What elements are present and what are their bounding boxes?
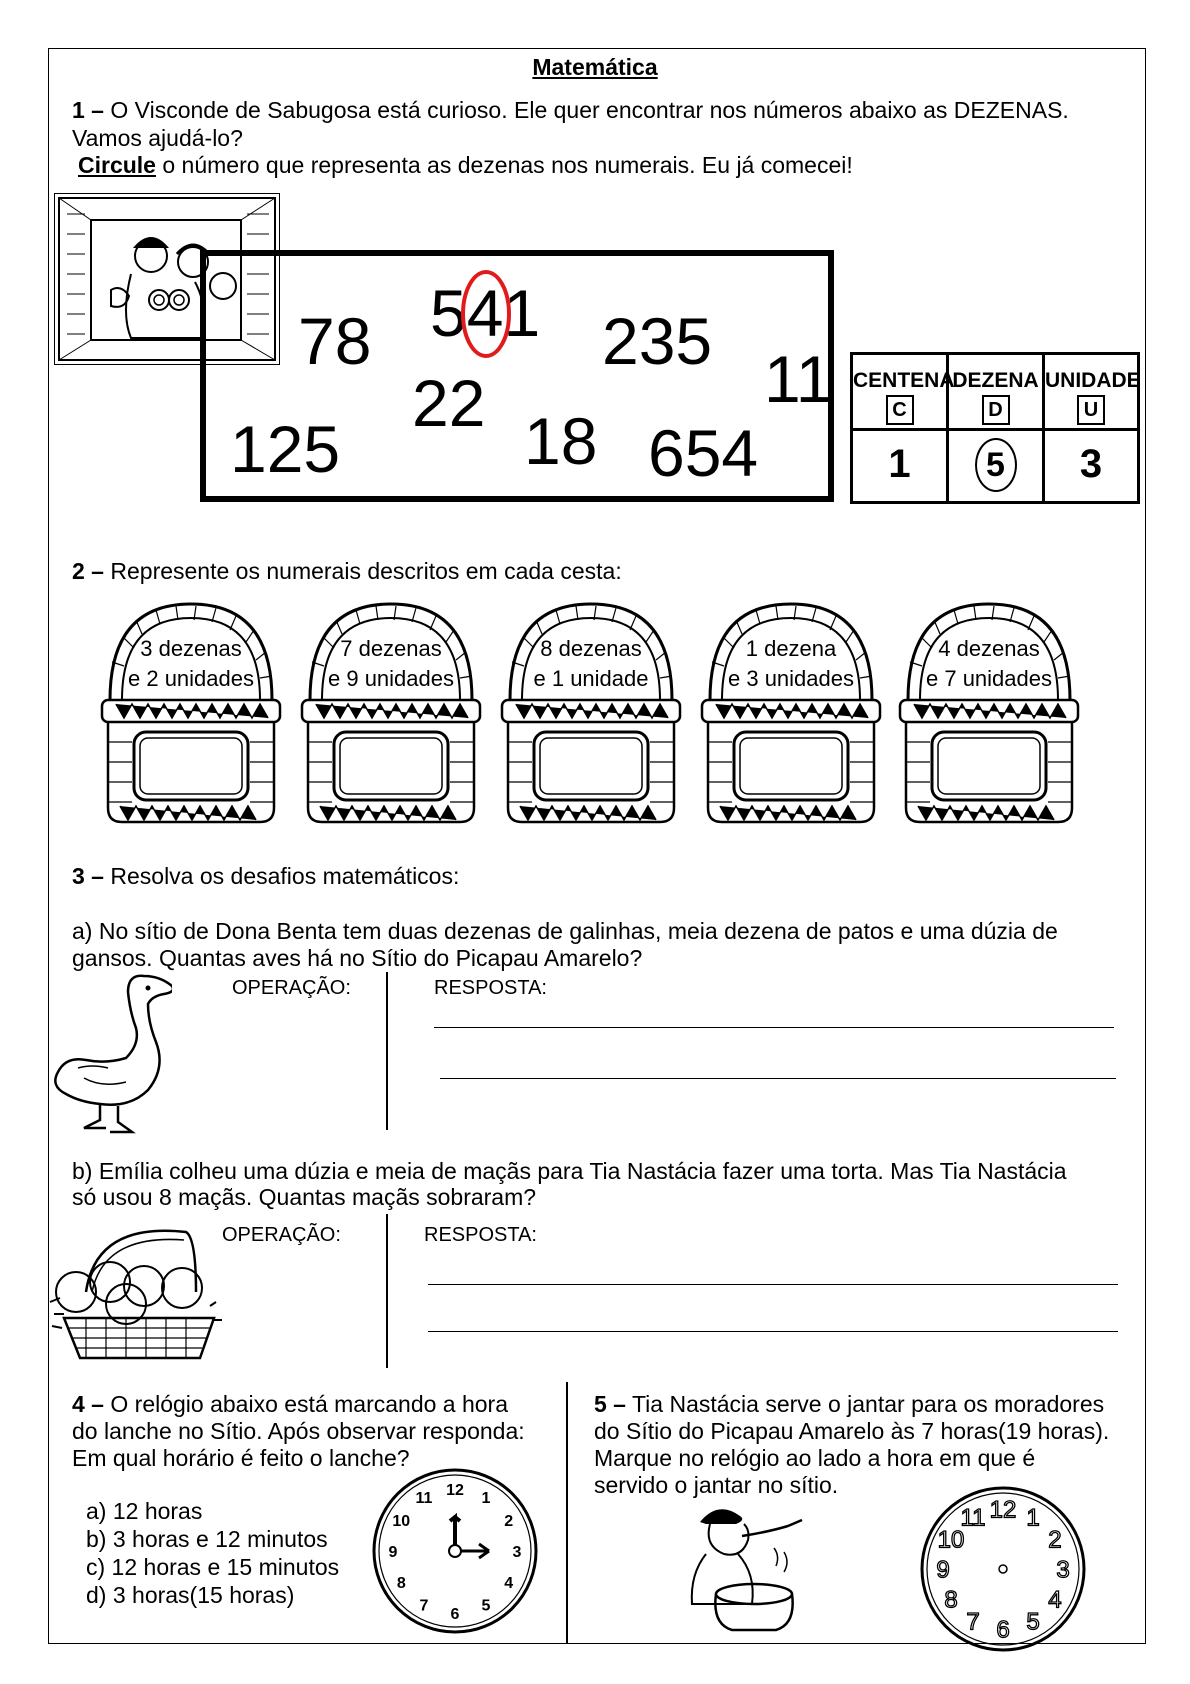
q4-option-c[interactable]: c) 12 horas e 15 minutos <box>86 1554 340 1580</box>
basket-answer-box[interactable] <box>344 740 438 792</box>
basket-label-line2: e 7 unidades <box>926 666 1052 691</box>
blank-clock-face-icon <box>918 1484 1088 1654</box>
dezena-cell <box>949 428 1045 501</box>
basket-label-line2: e 1 unidade <box>533 666 649 691</box>
clock-number: 8 <box>396 1574 406 1592</box>
q4-option-b[interactable]: b) 3 horas e 12 minutos <box>86 1526 328 1552</box>
q2-number: 2 – <box>72 558 104 584</box>
q3b-line1: b) Emília colheu uma dúzia e meia de maçãs para Tia Nastácia fazer uma torta. Mas Tia Nastácia <box>72 1158 1067 1184</box>
basket-label-line1: 3 dezenas <box>140 636 242 661</box>
dezena-header <box>949 355 1045 428</box>
clock-number: 11 <box>960 1504 986 1532</box>
unidade-cell <box>1045 428 1137 501</box>
basket-answer-box[interactable] <box>144 740 238 792</box>
number-235: 235 <box>602 304 713 378</box>
unidade-label: UNIDADE <box>1045 369 1141 392</box>
q4-option-d[interactable]: d) 3 horas(15 horas) <box>86 1582 295 1608</box>
basket-label-line2: e 9 unidades <box>328 666 454 691</box>
q5-clock[interactable] <box>918 1484 1088 1659</box>
q3a-answer-line-1[interactable] <box>434 1027 1114 1028</box>
number-78: 78 <box>298 304 372 378</box>
number-541-tens <box>467 276 504 350</box>
centena-value: 1 <box>888 442 911 486</box>
clock-number: 12 <box>446 1481 464 1499</box>
centena-letter: C <box>886 395 914 425</box>
goose-icon <box>52 966 172 1141</box>
q1-number: 1 – <box>72 97 104 123</box>
unidade-header <box>1045 355 1141 428</box>
q4-line2: do lanche no Sítio. Após observar responda: <box>72 1418 525 1444</box>
dezena-value-circled: 5 <box>975 438 1017 492</box>
clock-number: 3 <box>1056 1556 1070 1584</box>
q4-line1 <box>72 1390 508 1418</box>
q3-number: 3 – <box>72 863 104 889</box>
q3a-line2: gansos. Quantas aves há no Sítio do Picapau Amarelo? <box>72 945 643 971</box>
dezena-label: DEZENA <box>952 369 1039 392</box>
page-title: Matemática <box>532 54 658 80</box>
number-11: 11 <box>764 342 833 416</box>
q3b-divider <box>386 1214 388 1368</box>
place-value-table <box>850 352 1140 504</box>
clock-number: 12 <box>989 1496 1017 1524</box>
unidade-value: 3 <box>1079 442 1103 486</box>
place-value-values-row <box>853 428 1137 501</box>
clock-number: 7 <box>966 1608 980 1636</box>
q5-text-1: Tia Nastácia serve o jantar para os moradores <box>631 1391 1105 1417</box>
basket <box>496 600 686 830</box>
basket <box>894 600 1084 830</box>
q3b-answer-line-2[interactable] <box>428 1331 1118 1332</box>
q4-line3: Em qual horário é feito o lanche? <box>72 1445 410 1471</box>
q1-circle-word: Circule <box>78 152 156 178</box>
clock-number: 5 <box>481 1597 491 1615</box>
q5-line1 <box>594 1390 1104 1418</box>
clock-number: 8 <box>944 1586 958 1614</box>
q4-clock <box>370 1466 540 1641</box>
clock-number: 1 <box>481 1490 491 1508</box>
number-541-units: 1 <box>503 276 541 350</box>
apple-basket-icon <box>46 1222 226 1372</box>
clock-number: 4 <box>504 1574 514 1592</box>
number-125: 125 <box>230 412 341 486</box>
basket <box>296 600 486 830</box>
q2-text: Represente os numerais descritos em cada cesta: <box>110 558 622 584</box>
cook-icon <box>680 1496 810 1636</box>
q3b-answer-label: RESPOSTA: <box>424 1224 537 1246</box>
clock-number: 2 <box>504 1512 514 1530</box>
basket-label-line2: e 2 unidades <box>128 666 254 691</box>
basket-label-line1: 8 dezenas <box>540 636 642 661</box>
clock-number: 10 <box>937 1526 965 1554</box>
number-541-tens-digit: 4 <box>466 276 504 350</box>
clock-number: 4 <box>1048 1586 1062 1614</box>
basket-label-line1: 4 dezenas <box>938 636 1040 661</box>
clock-center <box>449 1545 461 1557</box>
q5-line3: Marque no relógio ao lado a hora em que é <box>594 1445 1036 1471</box>
centena-label: CENTENA <box>853 369 955 392</box>
basket <box>96 600 286 830</box>
clock-number: 2 <box>1048 1526 1062 1554</box>
apple-basket-illustration <box>46 1222 226 1377</box>
q3-line <box>72 862 459 890</box>
q4-number: 4 – <box>72 1391 104 1417</box>
centena-header <box>853 355 955 428</box>
q3b-line2: só usou 8 maçãs. Quantas maçãs sobraram? <box>72 1184 537 1210</box>
number-541 <box>430 276 541 350</box>
centena-cell <box>853 428 949 501</box>
basket-label-line1: 7 dezenas <box>340 636 442 661</box>
tia-nastacia-illustration <box>680 1496 810 1641</box>
clock-number: 10 <box>392 1512 411 1530</box>
basket-label-line2: e 3 unidades <box>728 666 854 691</box>
q3a-answer-label: RESPOSTA: <box>434 977 547 999</box>
place-value-header-row <box>853 355 1141 431</box>
red-circle-icon <box>459 270 513 364</box>
clock-number: 3 <box>512 1543 522 1561</box>
q4-text-1: O relógio abaixo está marcando a hora <box>110 1391 509 1417</box>
q3-text: Resolva os desafios matemáticos: <box>110 863 460 889</box>
clock-number: 11 <box>415 1490 433 1508</box>
goose-illustration <box>52 966 172 1146</box>
blank-clock-center <box>999 1565 1007 1573</box>
q5-line4: servido o jantar no sítio. <box>594 1472 839 1498</box>
basket-answer-box[interactable] <box>744 740 838 792</box>
q5-number: 5 – <box>594 1391 626 1417</box>
dezena-letter: D <box>982 395 1010 425</box>
basket <box>696 600 886 830</box>
number-18: 18 <box>524 404 598 478</box>
clock-face-icon <box>370 1466 540 1636</box>
clock-number: 9 <box>388 1543 398 1561</box>
q3a-operation-label: OPERAÇÃO: <box>232 977 351 999</box>
q3b-operation-label: OPERAÇÃO: <box>222 1224 341 1246</box>
q3a-line1: a) No sítio de Dona Benta tem duas dezenas de galinhas, meia dezena de patos e uma dúzia de <box>72 918 1058 944</box>
unidade-letter: U <box>1077 395 1105 425</box>
clock-number: 7 <box>419 1597 429 1615</box>
number-541-hundreds: 5 <box>430 276 467 350</box>
q3a-divider <box>386 972 388 1130</box>
basket-answer-box[interactable] <box>544 740 638 792</box>
clock-number: 9 <box>936 1556 950 1584</box>
number-654: 654 <box>648 416 759 490</box>
q2-line <box>72 557 622 585</box>
q1-line2: Vamos ajudá-lo? <box>72 125 243 151</box>
q3b-answer-line-1[interactable] <box>428 1284 1118 1285</box>
basket-label-line1: 1 dezena <box>745 636 837 661</box>
q1-text-1: O Visconde de Sabugosa está curioso. Ele quer encontrar nos números abaixo as DEZENAS. <box>110 97 1069 123</box>
q1-text-3: o número que representa as dezenas nos numerais. Eu já comecei! <box>162 152 853 178</box>
basket-answer-box[interactable] <box>942 740 1036 792</box>
clock-number: 5 <box>1026 1608 1040 1636</box>
q5-line2: do Sítio do Picapau Amarelo às 7 horas(19 horas). <box>594 1418 1110 1444</box>
q3a-answer-line-2[interactable] <box>440 1078 1116 1079</box>
number-22: 22 <box>412 366 486 440</box>
clock-number: 6 <box>450 1605 460 1623</box>
clock-number: 1 <box>1026 1504 1040 1532</box>
q4-option-a[interactable]: a) 12 horas <box>86 1498 203 1524</box>
clock-number: 6 <box>996 1616 1010 1644</box>
q4-q5-divider <box>566 1382 568 1644</box>
q1-line1 <box>72 96 1069 124</box>
red-circle-mark <box>463 272 509 356</box>
q1-line3 <box>78 151 853 179</box>
